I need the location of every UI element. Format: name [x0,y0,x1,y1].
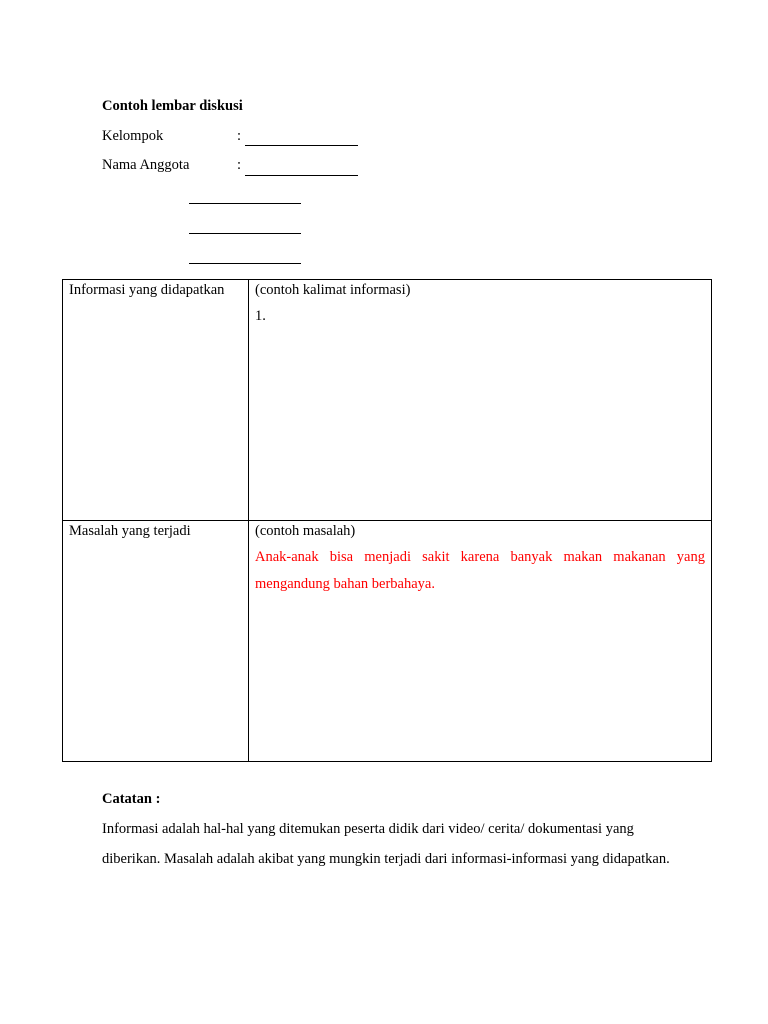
group-label: Kelompok [102,128,164,144]
notes-text: Informasi adalah hal-hal yang ditemukan peserta didik dari video/ cerita/ dokumentasi yang diberikan. Masalah adalah akibat yang mungkin terjadi dari informasi-informasi yang didapatkan. [102,821,670,867]
member-blank-line [189,203,301,204]
group-colon: : [237,128,242,144]
table-row-problem [63,521,712,762]
member-blank-line [189,233,301,234]
information-example: (contoh kalimat informasi) [255,282,411,298]
member-blank-line [245,175,358,176]
information-content-cell [249,280,712,521]
problem-label: Masalah yang terjadi [69,523,191,539]
problem-example: (contoh masalah) [255,523,356,539]
group-blank-line [245,145,358,146]
notes-title: Catatan : [102,791,161,807]
information-item-number: 1. [255,308,266,324]
problem-label-cell [63,521,249,762]
information-label-cell [63,280,249,521]
problem-answer: Anak-anak bisa menjadi sakit karena banyak makan makanan yang mengandung bahan berbahaya. [255,549,705,592]
member-blank-line [189,263,301,264]
problem-content-cell [249,521,712,762]
discussion-table [62,279,712,762]
document-title: Contoh lembar diskusi [102,98,243,114]
information-label: Informasi yang didapatkan [69,282,225,298]
table-row-information [63,280,712,521]
members-colon: : [237,157,242,173]
members-label: Nama Anggota [102,157,190,173]
